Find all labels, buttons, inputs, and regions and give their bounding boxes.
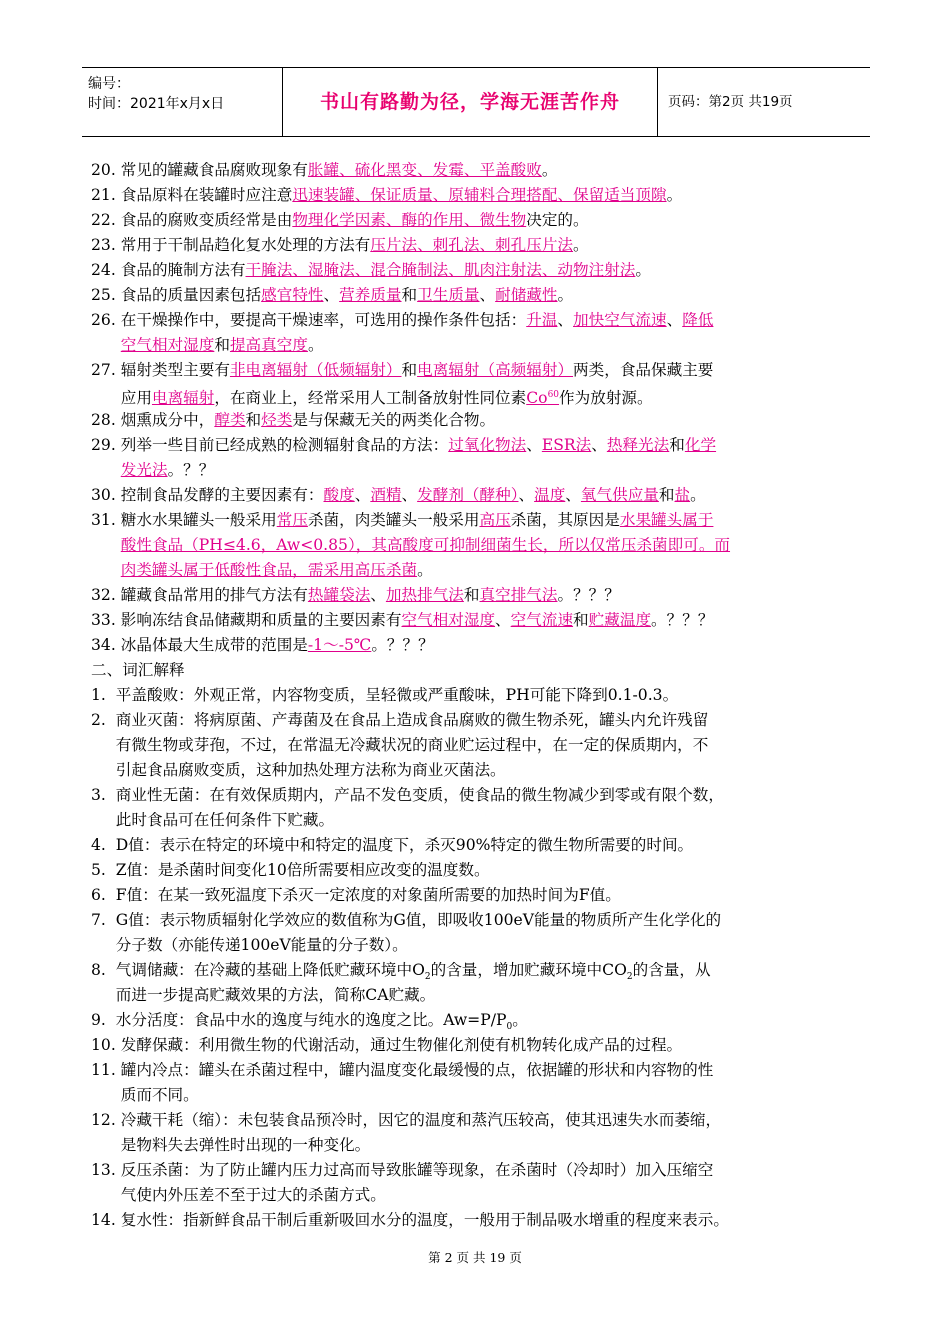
question-21: 21. 食品原料在装罐时应注意迅速装罐、保证质量、原辅料合理搭配、保留适当顶隙。 [91,186,683,204]
answer: 酸度 [323,486,355,504]
answer: 感官特性 [261,286,324,304]
answer: 高压 [479,511,511,529]
answer: 营养质量 [339,286,402,304]
answer: 化学 [684,436,717,454]
answer: 空气相对湿度 [120,336,215,354]
answer: 降低 [682,311,714,329]
answer: 真空排气法 [479,586,558,604]
answer: 温度 [534,486,566,504]
answer: 肉类罐头属于低酸性食品，需采用高压杀菌 [120,561,418,579]
answer: 电离辐射（高频辐射） [417,361,574,379]
question-27: 27. 辐射类型主要有非电离辐射（低频辐射）和电离辐射（高频辐射）两类，食品保藏主要 应用电离辐射，在商业上，经常采用人工制备放射性同位素Co$^{60}$作为放射源。 [91,361,714,408]
date-label: 时间：2021年x月x日 [88,96,225,112]
definition-12: 12. 冷藏干耗（缩）：未包装食品预冷时，因它的温度和蒸汽压较高，使其迅速失水而萎缩， 是物料失去弹性时出现的一种变化。 [91,1111,722,1154]
answer: 空气相对湿度 [401,611,496,629]
answer: ESR法 [541,436,592,454]
question-23: 23. 常用于干制品趋化复水处理的方法有压片法、刺孔法、刺孔压片法。 [91,236,589,254]
question-29: 29. 列举一些目前已经成熟的检测辐射食品的方法：过氧化物法、ESR法、热释光法和化学 发光法。？？ [91,436,717,479]
answer: 加快空气流速 [573,311,667,329]
question-22: 22. 食品的腐败变质经常是由物理化学因素、酶的作用、微生物决定的。 [91,211,589,229]
answer: 贮藏温度 [588,611,652,629]
motto: 书山有路勤为径，学海无涯苦作舟 [319,91,620,113]
question-25: 25. 食品的质量因素包括感官特性、营养质量和卫生质量、耐储藏性。 [91,286,574,304]
definition-4: 4. D值：表示在特定的环境中和特定的温度下，杀灭90%特定的微生物所需要的时间。 [91,836,694,854]
page-label: 页码：第2页 共19页 [668,94,793,110]
definition-5: 5. Z值：是杀菌时间变化10倍所需要相应改变的温度数。 [91,861,490,879]
answer: 物理化学因素、酶的作用、微生物 [292,211,527,229]
answer: 烃类 [261,411,293,429]
header-motto-cell [283,68,658,136]
document-body [91,158,871,1233]
answer: 加热排气法 [385,586,464,604]
answer: 水果罐头属于 [619,511,714,529]
answer: 胀罐、硫化黑变、发霉、平盖酸败 [307,161,542,179]
question-20: 20. 常见的罐藏食品腐败现象有胀罐、硫化黑变、发霉、平盖酸败。 [91,161,558,179]
definition-14: 14. 复水性：指新鲜食品干制后重新吸回水分的温度，一般用于制品吸水增重的程度来表示。 [91,1211,729,1229]
definition-13: 13. 反压杀菌：为了防止罐内压力过高而导致胀罐等现象，在杀菌时（冷却时）加入压缩空 气使内外压差不至于过大的杀菌方式。 [91,1161,714,1204]
header-page-cell [658,68,870,136]
answer: 盐 [674,486,691,504]
answer: 卫生质量 [417,286,480,304]
answer: 酒精 [370,486,402,504]
question-24: 24. 食品的腌制方法有干腌法、湿腌法、混合腌制法、肌肉注射法、动物注射法。 [91,261,651,279]
question-28: 28. 烟熏成分中，醇类和烃类是与保藏无关的两类化合物。 [91,411,496,429]
answer: -1～-5℃ [307,636,372,654]
answer: 醇类 [214,411,246,429]
header-meta-cell [82,68,283,136]
answer: 迅速装罐、保证质量、原辅料合理搭配、保留适当顶隙 [292,186,667,204]
answer: 干腌法、湿腌法、混合腌制法、肌肉注射法、动物注射法 [245,261,636,279]
answer: 空气流速 [510,611,574,629]
question-26: 26. 在干燥操作中，要提高干燥速率，可选用的操作条件包括：升温、加快空气流速、降低 空气相对湿度和提高真空度。 [91,311,714,354]
answer: 发光法 [120,461,168,479]
answer: 热罐袋法 [307,586,371,604]
question-31: 31. 糖水水果罐头一般采用常压杀菌，肉类罐头一般采用高压杀菌，其原因是水果罐头属于 酸性食品（PH≤4.6，Aw<0.85），其高酸度可抑制细菌生长，所以仅常压杀菌即可。而 肉类罐头属于低酸性食品，需采用高压杀菌。 [91,511,731,579]
code-label: 编号： [88,76,130,92]
answer: 发酵剂（酵种） [417,486,519,504]
definition-11: 11. 罐内冷点：罐头在杀菌过程中，罐内温度变化最缓慢的点，依据罐的形状和内容物的性 质而不同。 [91,1061,714,1104]
question-33: 33. 影响冻结食品储藏期和质量的主要因素有空气相对湿度、空气流速和贮藏温度。？？？ [91,611,714,629]
definition-9: 9. 水分活度：食品中水的逸度与纯水的逸度之比。$Aw=P/P_0$。 [91,1011,528,1033]
question-30: 30. 控制食品发酵的主要因素有：酸度、酒精、发酵剂（酵种）、温度、氧气供应量和盐。 [91,486,706,504]
question-32: 32. 罐藏食品常用的排气方法有热罐袋法、加热排气法和真空排气法。？？？ [91,586,620,604]
answer: 压片法、刺孔法、刺孔压片法 [370,236,574,254]
answer: 电离辐射 [151,389,215,408]
answer: 升温 [526,311,558,329]
definition-6: 6. F值：在某一致死温度下杀灭一定浓度的对象菌所需要的加热时间为F值。 [91,886,621,904]
definition-8: 8. 气调储藏：在冷藏的基础上降低贮藏环境中$O_2$的含量，增加贮藏环境中$CO_2$的含量，从 而进一步提高贮藏效果的方法，简称CA贮藏。 [91,961,711,1004]
answer: Co$^{60}$ [526,389,560,408]
header-table [82,67,870,137]
question-34: 34. 冰晶体最大生成带的范围是-1～-5℃。？？？ [91,636,434,654]
answer: 氧气供应量 [580,486,659,504]
definition-3: 3. 商业性无菌：在有效保质期内，产品不发色变质，使食品的微生物减少到零或有限个数， 此时食品可在任何条件下贮藏。 [91,786,724,829]
answer: 热释光法 [606,436,670,454]
page-footer: 第 2 页 共 19 页 [428,1250,522,1265]
definition-7: 7. G值：表示物质辐射化学效应的数值称为G值，即吸收100eV能量的物质所产生化学化的 分子数（亦能传递100eV能量的分子数）。 [91,911,722,954]
section-title: 二、词汇解释 [91,661,185,679]
definition-1: 1. 平盖酸败：外观正常，内容物变质，呈轻微或严重酸味，PH可能下降到0.1-0.3。 [91,686,679,704]
definition-2: 2. 商业灭菌：将病原菌、产毒菌及在食品上造成食品腐败的微生物杀死，罐头内允许残留 有微生物或芽孢，不过，在常温无冷藏状况的商业贮运过程中，在一定的保质期内，不 引起食品腐败变质，这种加热处理方法称为商业灭菌法。 [91,711,709,779]
answer: 酸性食品（PH≤4.6，Aw<0.85），其高酸度可抑制细菌生长，所以仅常压杀菌即可。而 [120,536,731,554]
answer: 耐储藏性 [495,286,558,304]
answer: 提高真空度 [229,336,308,354]
definition-10: 10. 发酵保藏：利用微生物的代谢活动，通过生物催化剂使有机物转化成产品的过程。 [91,1036,683,1054]
answer: 过氧化物法 [448,436,527,454]
answer: 常压 [276,511,308,529]
answer: 非电离辐射（低频辐射） [229,361,402,379]
